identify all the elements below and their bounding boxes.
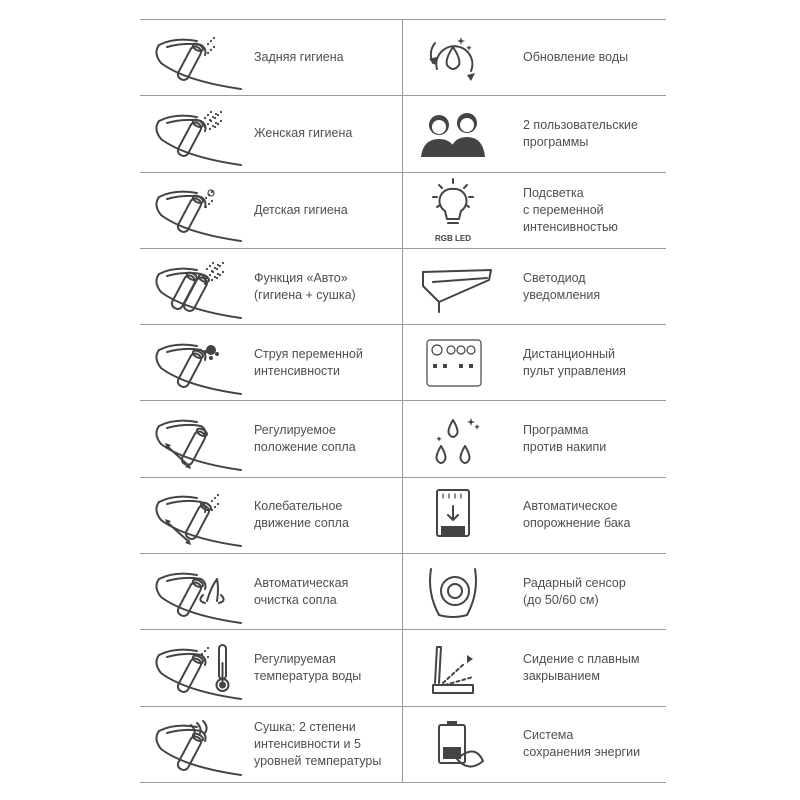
- feature-left-4: [140, 249, 403, 324]
- feature-right-7: [403, 478, 666, 553]
- feature-label: Регулируемая температура воды: [254, 652, 362, 684]
- feature-label: Функция «Авто» (гигиена + сушка): [254, 270, 356, 302]
- feature-left-2: [140, 96, 403, 171]
- remote-control-icon: [403, 326, 503, 400]
- feature-left-7: [140, 478, 403, 553]
- feature-row: [140, 20, 666, 96]
- feature-label: Подсветка с переменной интенсивностью: [523, 185, 618, 234]
- adjustable-nozzle-icon: [140, 402, 250, 476]
- feature-left-5: [140, 325, 403, 400]
- feature-row: [140, 173, 666, 249]
- feature-label: Дистанционный пульт управления: [523, 346, 626, 378]
- feature-right-3: [403, 173, 666, 248]
- anti-limescale-icon: [403, 402, 503, 476]
- water-temperature-icon: [140, 631, 250, 705]
- feature-right-8: [403, 554, 666, 629]
- feature-label: 2 пользовательские программы: [523, 117, 638, 149]
- feature-label: Женская гигиена: [254, 126, 353, 141]
- radar-sensor-icon: [403, 555, 503, 629]
- feature-left-9: [140, 630, 403, 705]
- oscillating-nozzle-icon: [140, 478, 250, 552]
- feature-row: [140, 707, 666, 783]
- rear-hygiene-icon: [140, 21, 250, 95]
- feature-row: [140, 96, 666, 172]
- child-hygiene-icon: [140, 173, 250, 247]
- feminine-hygiene-icon: [140, 97, 250, 171]
- feature-label: Программа против накипи: [523, 423, 607, 455]
- feature-left-10: [140, 707, 403, 782]
- feature-row: [140, 630, 666, 706]
- feature-label: Система сохранения энергии: [523, 728, 641, 760]
- feature-right-9: [403, 630, 666, 705]
- feature-left-8: [140, 554, 403, 629]
- feature-left-3: [140, 173, 403, 248]
- feature-label: Радарный сенсор (до 50/60 см): [523, 575, 626, 607]
- soft-close-seat-icon: [403, 631, 503, 705]
- nozzle-cleaning-icon: [140, 555, 250, 629]
- feature-label: Сушка: 2 степени интенсивности и 5 уровней температуры: [254, 719, 382, 768]
- feature-row: [140, 249, 666, 325]
- notification-led-icon: [403, 250, 503, 324]
- feature-row: [140, 478, 666, 554]
- two-users-icon: [403, 97, 503, 171]
- feature-label: Светодиод уведомления: [523, 270, 601, 302]
- rgb-led-text: RGB LED: [435, 234, 471, 244]
- feature-label: Струя переменной интенсивности: [254, 346, 363, 378]
- feature-row: [140, 554, 666, 630]
- feature-label: Обновление воды: [523, 50, 629, 65]
- feature-label: Регулируемое положение сопла: [254, 423, 356, 455]
- feature-row: [140, 325, 666, 401]
- feature-right-4: [403, 249, 666, 324]
- feature-label: Автоматическая очистка сопла: [254, 575, 349, 607]
- feature-right-1: [403, 20, 666, 95]
- feature-label: Сидение с плавным закрыванием: [523, 652, 640, 684]
- energy-saving-icon: [403, 707, 503, 781]
- water-refresh-icon: [403, 21, 503, 95]
- variable-jet-icon: [140, 326, 250, 400]
- feature-label: Задняя гигиена: [254, 50, 344, 65]
- auto-function-icon: [140, 250, 250, 324]
- feature-right-2: [403, 96, 666, 171]
- feature-right-10: [403, 707, 666, 782]
- dryer-icon: [140, 707, 250, 781]
- feature-left-1: [140, 20, 403, 95]
- feature-right-6: [403, 401, 666, 476]
- feature-label: Автоматическое опорожнение бака: [523, 499, 631, 531]
- feature-right-5: [403, 325, 666, 400]
- feature-row: [140, 401, 666, 477]
- rgb-led-bulb-icon: [403, 173, 503, 247]
- feature-label: Детская гигиена: [254, 202, 348, 217]
- feature-label: Колебательное движение сопла: [254, 499, 349, 531]
- feature-left-6: [140, 401, 403, 476]
- tank-drain-icon: [403, 478, 503, 552]
- feature-grid: [140, 19, 666, 783]
